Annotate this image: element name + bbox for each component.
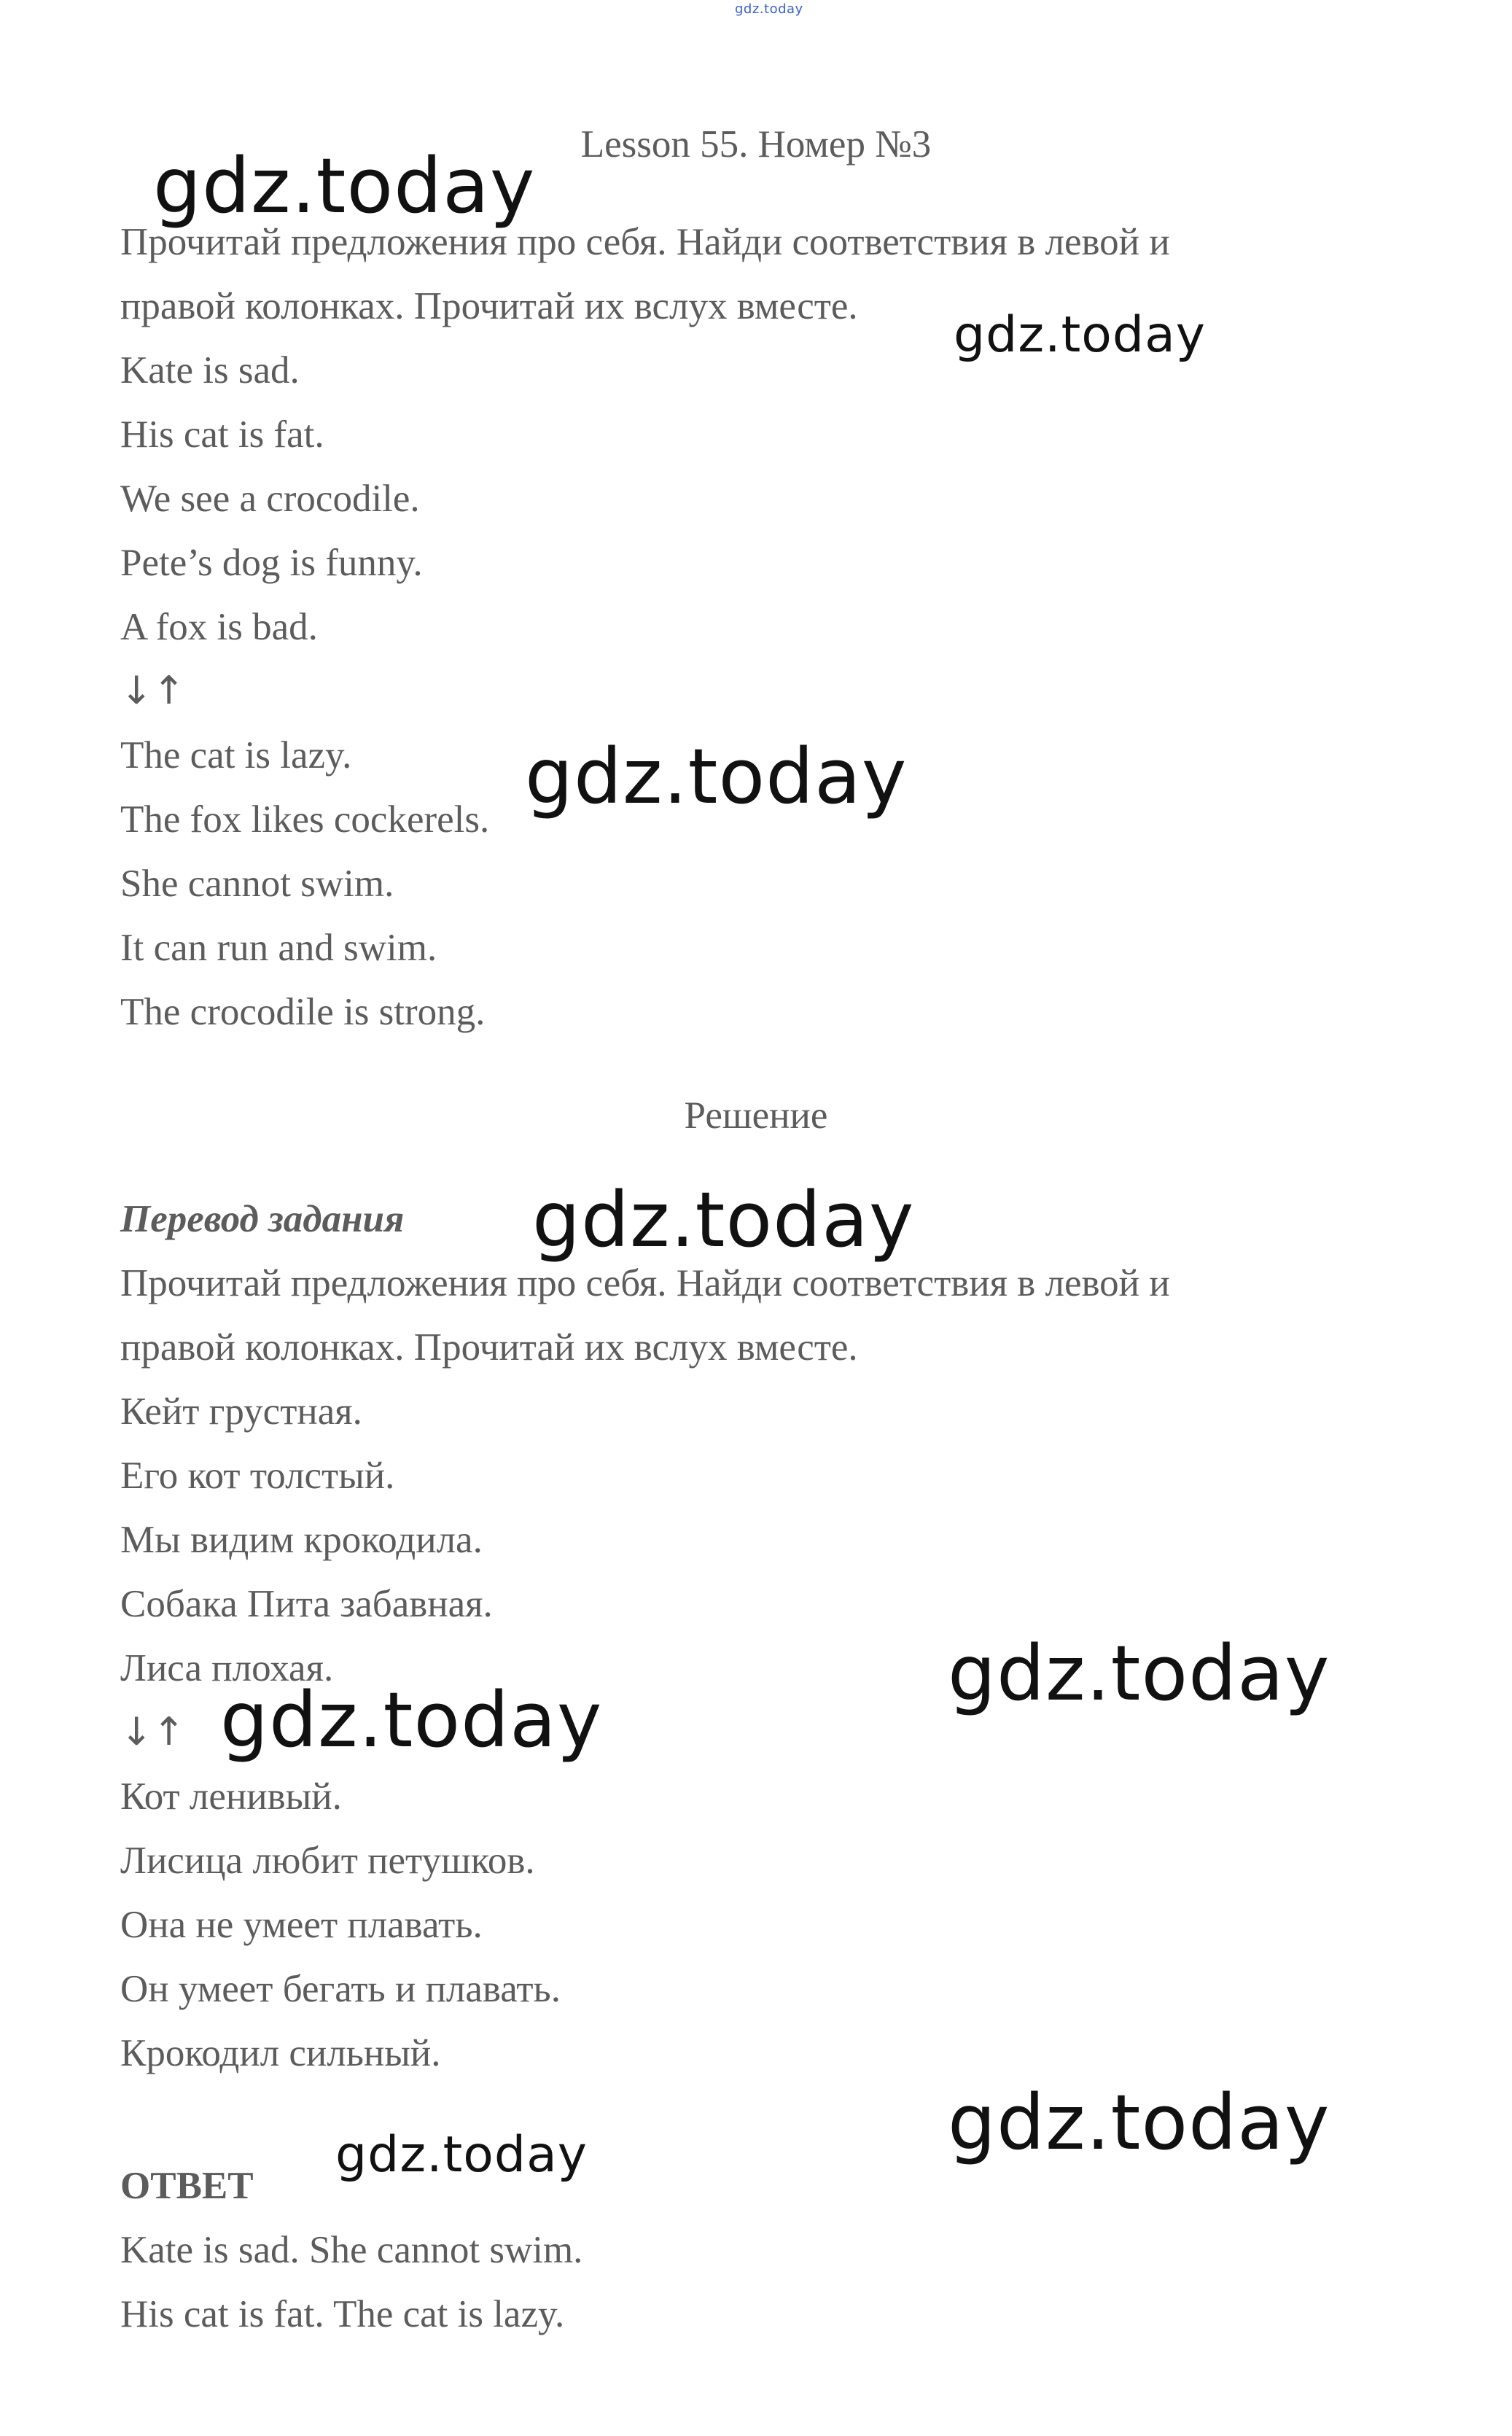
solution-heading: Решение	[684, 1094, 828, 1137]
translation-right-item: Кот ленивый.	[120, 1775, 342, 1818]
translation-left-item: Его кот толстый.	[120, 1455, 395, 1497]
watermark-text: gdz.today	[948, 2078, 1330, 2167]
task-left-item: Pete’s dog is funny.	[120, 542, 423, 584]
answer-line: Kate is sad. She cannot swim.	[120, 2229, 583, 2271]
top-watermark: gdz.today	[735, 1, 803, 17]
watermark-text: gdz.today	[525, 732, 908, 821]
translation-heading: Перевод задания	[120, 1198, 405, 1240]
translation-arrows: ↓↑	[120, 1710, 185, 1754]
watermark-text: gdz.today	[335, 2126, 588, 2184]
task-left-item: His cat is fat.	[120, 413, 324, 456]
watermark-text: gdz.today	[954, 306, 1206, 364]
translation-instruction-line-1: Прочитай предложения про себя. Найди соответствия в левой и	[120, 1262, 1170, 1304]
task-instruction-line-1: Прочитай предложения про себя. Найди соответствия в левой и	[120, 221, 1170, 263]
task-right-item: The crocodile is strong.	[120, 991, 486, 1033]
page-title: Lesson 55. Номер №3	[580, 123, 932, 166]
task-right-item: It can run and swim.	[120, 927, 437, 969]
task-left-item: A fox is bad.	[120, 606, 318, 648]
answer-heading: ОТВЕТ	[120, 2165, 254, 2207]
task-instruction-line-2: правой колонках. Прочитай их вслух вместе.	[120, 285, 858, 327]
watermark-text: gdz.today	[220, 1676, 603, 1764]
translation-right-item: Крокодил сильный.	[120, 2032, 441, 2074]
translation-right-item: Лисица любит петушков.	[120, 1840, 535, 1882]
task-left-item: We see a crocodile.	[120, 478, 420, 520]
translation-right-item: Она не умеет плавать.	[120, 1904, 483, 1946]
watermark-text: gdz.today	[153, 141, 536, 230]
watermark-text: gdz.today	[532, 1175, 915, 1264]
translation-left-item: Лиса плохая.	[120, 1647, 334, 1689]
translation-right-item: Он умеет бегать и плавать.	[120, 1968, 561, 2010]
task-right-item: The cat is lazy.	[120, 734, 352, 777]
task-left-item: Kate is sad.	[120, 349, 300, 392]
task-right-item: The fox likes cockerels.	[120, 798, 490, 841]
task-right-item: She cannot swim.	[120, 863, 394, 905]
answer-line: His cat is fat. The cat is lazy.	[120, 2293, 565, 2335]
watermark-text: gdz.today	[948, 1629, 1330, 1718]
translation-instruction-line-2: правой колонках. Прочитай их вслух вместе.	[120, 1326, 858, 1369]
task-arrows: ↓↑	[120, 669, 185, 713]
translation-left-item: Собака Пита забавная.	[120, 1583, 493, 1625]
translation-left-item: Мы видим крокодила.	[120, 1519, 483, 1561]
translation-left-item: Кейт грустная.	[120, 1390, 362, 1433]
